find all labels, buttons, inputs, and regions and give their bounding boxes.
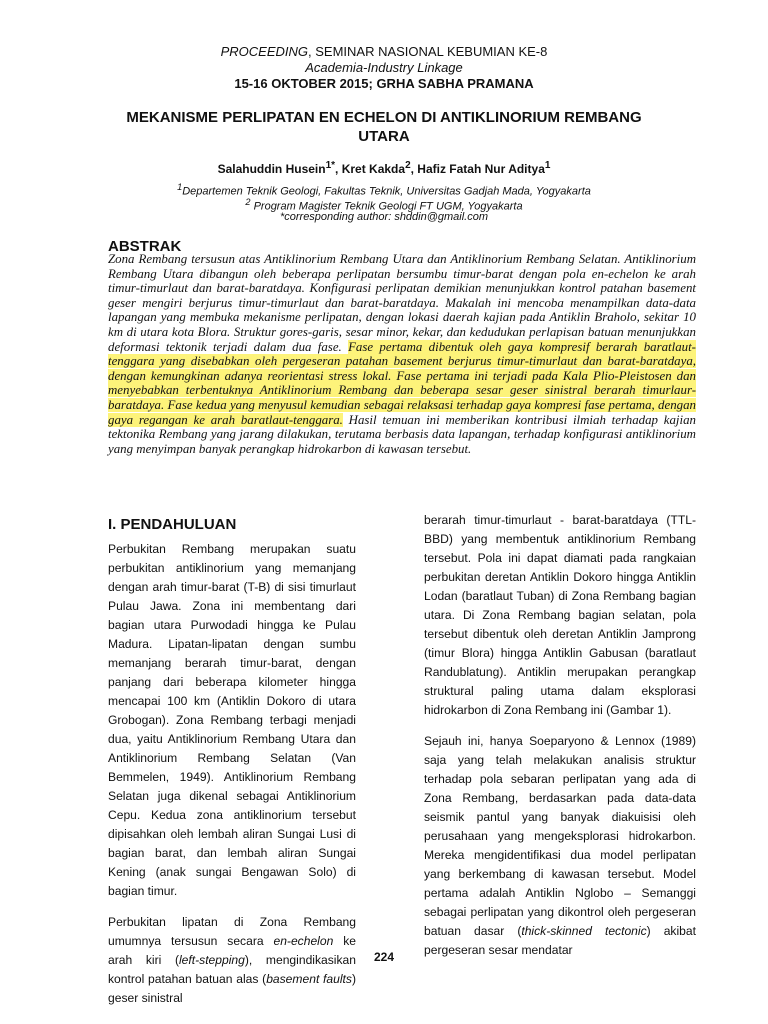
paragraph-3: berarah timur-timurlaut - barat-baratdaya (TTL-BBD) yang membentuk antiklinorium Rembang tersebut. Pola ini dapat diamati pada rangkaian perbukitan deretan Antiklin Dokoro hingga Antiklin Lodan (baratlaut Tuban) di Zona Rembang bagian utara. Di Zona Rembang bagian selatan, pola tersebut dibentuk oleh deretan Antiklin Jamprong (timur Blora) hingga Antiklin Gabusan (baratlaut Randublatung). Antiklin merupakan perangkap struktural paling utama dalam eksplorasi hidrokarbon di Zona Rembang ini (Gambar 1).: [424, 513, 696, 717]
abstract-text: Zona Rembang tersusun atas Antiklinorium Rembang Utara dan Antiklinorium Rembang Selatan. Antiklinorium Rembang Utara dibangun oleh beberapa perlipatan bersumbu timur-barat dengan pola en-echelon ke arah timur-timurlaut dan barat-baratdaya. Konfigurasi perlipatan demikian menunjukkan kontrol patahan basement geser mengiri berjurus timur-timurlaut dan barat-baratdaya. Makalah ini mencoba menampilkan data-data lapangan yang membuka mekanisme perlipatan, dengan lokasi daerah kajian pada Antiklin Braholo, sekitar 10 km di utara kota Blora. Struktur gores-garis, sesar minor, kekar, dan kedudukan perlapisan batuan menunjukkan deformasi tektonik terjadi dalam dua fase. Fase pertama dibentuk oleh gaya kompresif berarah baratlaut-tenggara yang disebabkan oleh pergeseran patahan basement berjurus timur-timurlaut dan barat-baratdaya, dengan kemungkinan adanya reorientasi stress lokal. Fase pertama ini terjadi pada Kala Plio-Pleistosen dan menyebabkan terbentuknya Antiklinorium Rembang dan beberapa sesar geser sinistral berarah timurlaur-baratdaya. Fase kedua yang menyusul kemudian sebagai relaksasi terhadap gaya kompresi fase pertama, dengan gaya regangan ke arah baratlaut-tenggara. Hasil temuan ini memberikan kontribusi ilmiah terhadap kajian tektonika Rembang yang jarang dilakukan, terutama berbasis data lapangan, terhadap konfigurasi antiklinorium yang menyimpan banyak perangkap hidrokarbon di kawasan tersebut.: [108, 252, 696, 456]
left-column: [108, 540, 356, 1020]
paragraph-4: Sejauh ini, hanya Soeparyono & Lennox (1989) saja yang telah melakukan analisis struktur terhadap pola sebaran perlipatan yang ada di Zona Rembang, berdasarkan pada data-data seismik pantul yang banyak diakuisisi oleh perusahaan yang mengeksplorasi hidrokarbon. Mereka mengidentifikasi dua model perlipatan yang berkembang di kawasan tersebut. Model pertama adalah Antiklin Nglobo – Semanggi sebagai perlipatan yang dikontrol oleh pergeseran batuan dasar (thick-skinned tectonic) akibat pergeseran sesar mendatar: [424, 734, 696, 957]
right-column: [424, 511, 696, 972]
abstract-heading: ABSTRAK: [108, 238, 182, 255]
page-number: 224: [373, 950, 395, 964]
affiliation-1: $^1$Departemen Teknik Geologi, Fakultas Teknik, Universitas Gadjah Mada, Yogyakarta: [177, 182, 591, 198]
proceeding-header-line3: 15-16 OKTOBER 2015; GRHA SABHA PRAMANA: [234, 76, 534, 91]
author-list: Salahuddin Husein$^{1*}$, Kret Kakda$^2$, Hafiz Fatah Nur Aditya$^1$: [217, 160, 551, 176]
affiliation-2: $^2$ Program Magister Teknik Geologi FT UGM, Yogyakarta: [245, 197, 523, 213]
corresponding-author: *corresponding author: shddin@gmail.com: [279, 211, 489, 223]
paragraph-1: Perbukitan Rembang merupakan suatu perbukitan antiklinorium yang memanjang dengan arah timur-barat (T-B) di sisi timurlaut Pulau Jawa. Zona ini membentang dari bagian utara Purwodadi hingga ke Pulau Madura. Lipatan-lipatan dengan sumbu memanjang berarah timur-barat, dengan panjang dari beberapa kilometer hingga mencapai 100 km (Antiklin Dokoro di utara Grobogan). Zona Rembang terbagi menjadi dua, yaitu Antiklinorium Rembang Utara dan Antiklinorium Rembang Selatan (Van Bemmelen, 1949). Antiklinorium Rembang Selatan juga dikenal sebagai Antiklinorium Cepu. Kedua zona antiklinorium tersebut dipisahkan oleh lembah aliran Sungai Lusi di bagian barat, dan lembah aliran Sungai Kening (anak sungai Bengawan Solo) di bagian timur.: [108, 542, 356, 898]
paragraph-2: Perbukitan lipatan di Zona Rembang umumnya tersusun secara en-echelon ke arah kiri (left-stepping), mengindikasikan kontrol patahan batuan alas (basement faults) geser sinistral: [108, 915, 356, 1005]
paper-title: MEKANISME PERLIPATAN EN ECHELON DI ANTIKLINORIUM REMBANG UTARA: [126, 109, 642, 145]
abstract-highlighted-text: Fase pertama dibentuk oleh gaya kompresif berarah baratlaut-tenggara yang disebabkan oleh pergeseran patahan basement berjurus timur-timurlaut dan barat-baratdaya, dengan kemungkinan adanya reorientasi stress lokal. Fase pertama ini terjadi pada Kala Plio-Pleistosen dan menyebabkan terbentuknya Antiklinorium Rembang dan beberapa sesar geser sinistral berarah timurlaur-baratdaya. Fase kedua yang menyusul kemudian sebagai relaksasi terhadap gaya kompresi fase pertama, dengan gaya regangan ke arah baratlaut-tenggara.: [108, 339, 696, 427]
proceeding-header-line2: Academia-Industry Linkage: [305, 60, 463, 75]
proceeding-header-line1: PROCEEDING, SEMINAR NASIONAL KEBUMIAN KE-8: [220, 44, 548, 59]
section-heading-pendahuluan: I. PENDAHULUAN: [108, 516, 237, 533]
